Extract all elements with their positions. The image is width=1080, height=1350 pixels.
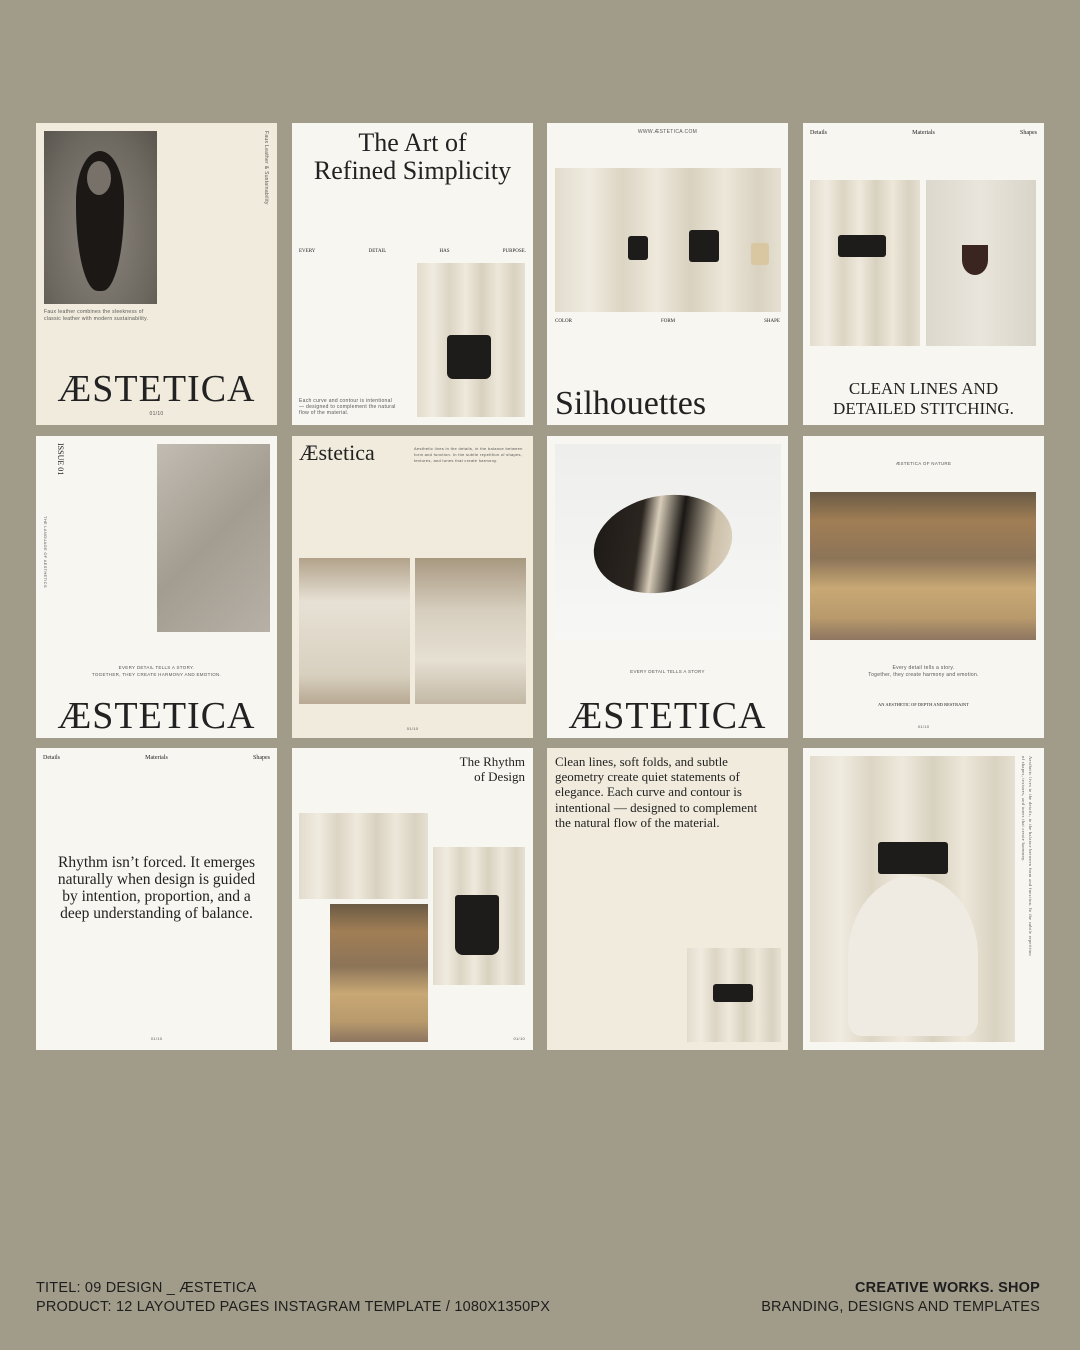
shell-photo	[555, 444, 781, 640]
page-card-drawstring-bags	[803, 748, 1044, 1050]
page-title: CLEAN LINES AND DETAILED STITCHING.	[833, 379, 1014, 418]
bucket-bag-photo	[417, 263, 525, 417]
website-url: WWW.ÆSTETICA.COM	[637, 129, 698, 135]
attribute-labels: COLOR FORM SHAPE	[555, 319, 780, 324]
page-title: Silhouettes	[555, 385, 707, 422]
page-number: 01/10	[150, 1036, 163, 1041]
footer-right	[761, 1279, 1040, 1317]
product-description: PRODUCT: 12 LAYOUTED PAGES INSTAGRAM TEMPLATE / 1080X1350PX	[36, 1299, 551, 1315]
section-header: ÆSTETICA OF NATURE	[895, 461, 952, 466]
page-card-cover	[36, 123, 277, 425]
caption: Every detail tells a story. Together, they create harmony and emotion.	[868, 665, 979, 678]
tagline: EVERY DETAIL TELLS A STORY	[630, 669, 705, 674]
page-number: 01/10	[406, 726, 419, 731]
logo-wordmark: ÆSTETICA	[57, 695, 256, 737]
bucket-bag-photo	[433, 847, 525, 985]
page-title: Æstetica	[299, 440, 375, 465]
page-title: The Rhythm of Design	[459, 754, 525, 784]
leaf-photo	[157, 444, 270, 632]
page-card-silhouettes	[547, 123, 788, 425]
tagline: AN AESTHETIC OF DEPTH AND RESTRAINT	[878, 702, 969, 707]
page-card-rhythm-of-design	[292, 748, 533, 1050]
purpose-words: EVERY DETAIL HAS PURPOSE.	[299, 249, 526, 254]
drape-photo	[299, 813, 428, 899]
page-title: The Art of Refined Simplicity	[313, 128, 512, 185]
drawstring-bags-photo	[810, 756, 1015, 1042]
handbag-hand-photo	[926, 180, 1036, 346]
drape-photo-left	[299, 558, 410, 704]
page-card-clean-lines-text	[547, 748, 788, 1050]
drawstring-bags-photo	[687, 948, 781, 1042]
page-card-clean-lines	[803, 123, 1044, 425]
page-card-aestetica-drapes	[292, 436, 533, 738]
logo-wordmark: ÆSTETICA	[568, 695, 767, 737]
tagline: EVERY DETAIL TELLS A STORY. TOGETHER, THEY CREATE HARMONY AND EMOTION.	[91, 665, 222, 677]
logo-wordmark: ÆSTETICA	[57, 368, 256, 410]
brand-subtitle: BRANDING, DESIGNS AND TEMPLATES	[761, 1299, 1040, 1315]
three-bags-photo	[555, 168, 781, 312]
page-number: 01/10	[149, 411, 164, 417]
page-card-issue	[36, 436, 277, 738]
top-nav: Details Materials Shapes	[810, 130, 1037, 136]
page-card-art-of-simplicity	[292, 123, 533, 425]
body-text: Clean lines, soft folds, and subtle geometry create quiet statements of elegance. Each curve and contour is intentional — designed to complement the natural flow of the material.	[555, 754, 758, 830]
grass-field-photo	[810, 492, 1036, 640]
grass-photo	[330, 904, 428, 1042]
leather-bag-photo	[44, 131, 157, 304]
drape-photo-right	[415, 558, 526, 704]
brand-name: CREATIVE WORKS. SHOP	[855, 1280, 1040, 1296]
caption: Faux leather combines the sleekness of classic leather with modern sustainability.	[44, 309, 149, 322]
intro-text: Aesthetic lives in the details, in the balance between form and function. In the subtle repetition of shapes, textures, and tones that create harmony.	[414, 446, 523, 463]
page-number: 01/10	[917, 724, 930, 729]
issue-number: ISSUE 01	[56, 443, 65, 476]
page-card-rhythm-quote	[36, 748, 277, 1050]
footer-left	[36, 1279, 550, 1317]
page-number: 01/10	[513, 1036, 525, 1041]
template-title: TITEL: 09 DESIGN _ ÆSTETICA	[36, 1280, 257, 1296]
top-nav: Details Materials Shapes	[43, 755, 270, 761]
page-card-shell	[547, 436, 788, 738]
vertical-label: Faux Leather & Sustainability	[263, 131, 269, 205]
page-card-nature	[803, 436, 1044, 738]
vertical-label: THE LANGUAGE OF AESTHETICS	[43, 516, 48, 588]
vertical-text: Aesthetic lives in the details, in the balance between form and function. In the subtle repetition of shapes, textures, and tones that create harmony.	[1021, 756, 1033, 956]
quote: Rhythm isn’t forced. It emerges naturally when design is guided by intention, proportion, and a deep understanding of balance.	[57, 854, 256, 922]
drawstring-bags-photo	[810, 180, 920, 346]
caption: Each curve and contour is intentional — designed to complement the natural flow of the material.	[299, 398, 396, 416]
